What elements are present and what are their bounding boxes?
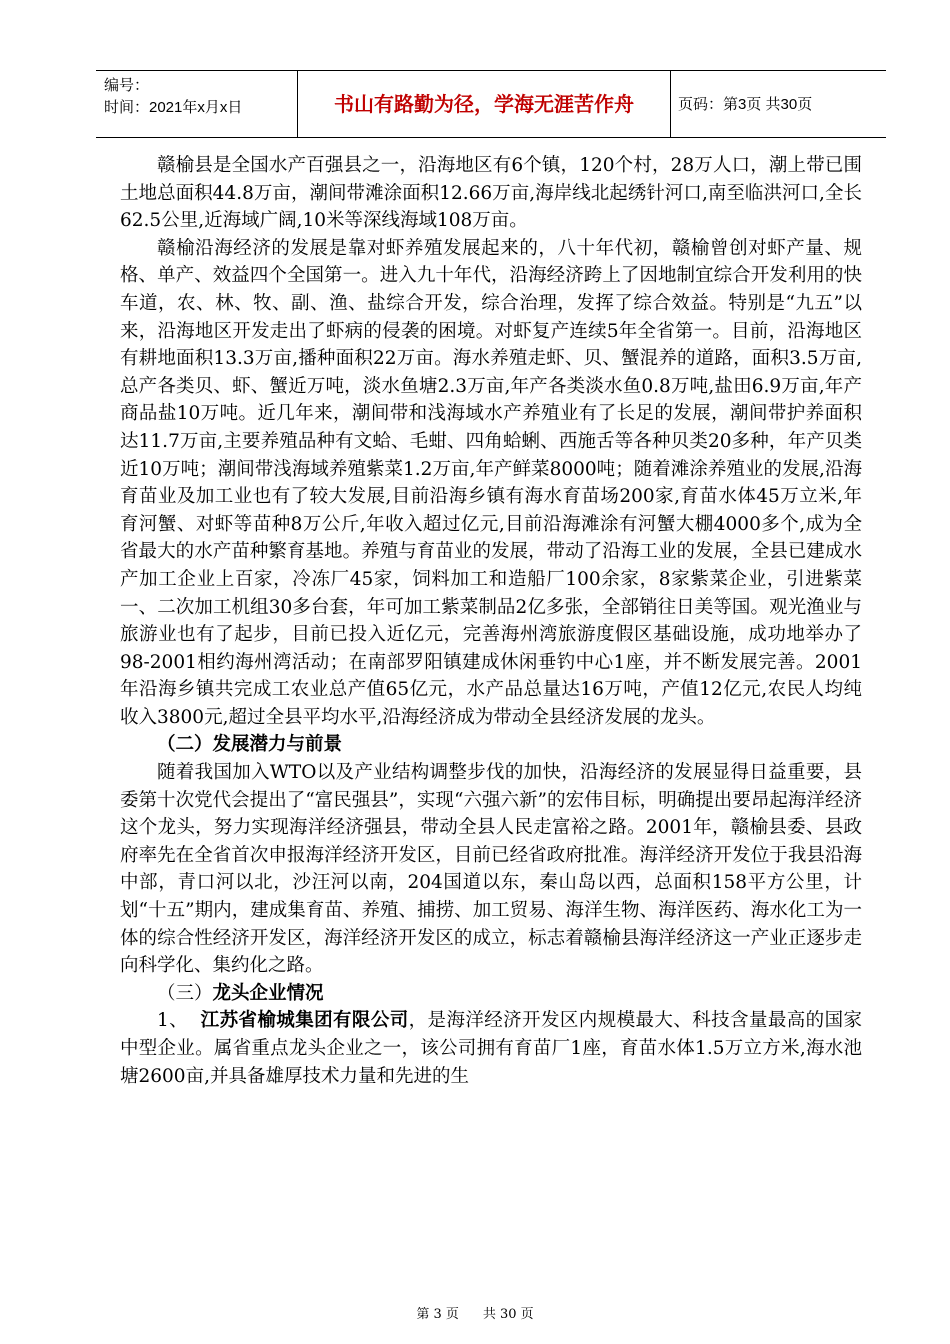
list-number: 1、 — [157, 1010, 189, 1032]
section-heading-text: 龙头企业情况 — [212, 982, 324, 1004]
paragraph: 随着我国加入WTO以及产业结构调整步伐的加快，沿海经济的发展显得日益重要，县委第十次党代会提出了“富民强县”，实现“六强六新”的宏伟目标，明确提出要昂起海洋经济这个龙头，努力实现海洋经济强县，带动全县人民走富裕之路。2001年，赣榆县委、县政府率先在全省首次申报海洋经济开发区，目前已经省政府批准。海洋经济开发位于我县沿海中部，青口河以北，沙汪河以南，204国道以东，秦山岛以西，总面积158平方公里，计划“十五”期内，建成集育苗、养殖、捕捞、加工贸易、海洋生物、海洋医药、海水化工为一体的综合性经济开发区，海洋经济开发区的成立，标志着赣榆县海洋经济这一产业正逐步走向科学化、集约化之路。 — [120, 762, 862, 977]
time-label: 时间：2021年x月x日 — [104, 99, 243, 116]
section-heading — [120, 980, 862, 1008]
footer-page-number: 第 3 页 — [416, 1307, 459, 1322]
header-meta — [104, 75, 294, 119]
header-divider — [670, 71, 671, 137]
paragraph — [120, 1007, 862, 1090]
page-footer — [0, 1306, 950, 1324]
paragraph: 赣榆县是全国水产百强县之一，沿海地区有6个镇，120个村，28万人口，潮上带已围土地总面积44.8万亩，潮间带滩涂面积12.66万亩,海岸线北起绣针河口,南至临洪河口,全长62.5公里,近海域广阔,10米等深线海域108万亩。 — [120, 155, 862, 232]
document-body — [120, 152, 862, 1090]
header-motto: 书山有路勤为径，学海无涯苦作舟 — [334, 92, 634, 116]
number-label: 编号： — [104, 77, 150, 94]
section-heading-number: （三） — [157, 982, 213, 1004]
paragraph: 赣榆沿海经济的发展是靠对虾养殖发展起来的，八十年代初，赣榆曾创对虾产量、规格、单产、效益四个全国第一。进入九十年代，沿海经济跨上了因地制宜综合开发利用的快车道，农、林、牧、副、渔、盐综合开发，综合治理，发挥了综合效益。特别是“九五”以来，沿海地区开发走出了虾病的侵袭的困境。对虾复产连续5年全省第一。目前，沿海地区有耕地面积13.3万亩,播种面积22万亩。海水养殖走虾、贝、蟹混养的道路，面积3.5万亩,总产各类贝、虾、蟹近万吨，淡水鱼塘2.3万亩,年产各类淡水鱼0.8万吨,盐田6.9万亩,年产商品盐10万吨。近几年来，潮间带和浅海域水产养殖业有了长足的发展，潮间带护养面积达11.7万亩,主要养殖品种有文蛤、毛蚶、四角蛤蜊、西施舌等各种贝类20多种，年产贝类近10万吨；潮间带浅海域养殖紫菜1.2万亩,年产鲜菜8000吨；随着滩涂养殖业的发展,沿海育苗业及加工业也有了较大发展,目前沿海乡镇有海水育苗场200家,育苗水体45万立米,年育河蟹、对虾等苗种8万公斤,年收入超过亿元,目前沿海滩涂有河蟹大棚4000多个,成为全省最大的水产苗种繁育基地。养殖与育苗业的发展，带动了沿海工业的发展，全县已建成水产加工企业上百家，冷冻厂45家，饲料加工和造船厂100余家，8家紫菜企业，引进紫菜一、二次加工机组30多台套，年可加工紫菜制品2亿多张，全部销往日美等国。观光渔业与旅游业也有了起步，目前已投入近亿元，完善海州湾旅游度假区基础设施，成功地举办了98-2001相约海州湾活动；在南部罗阳镇建成休闲垂钓中心1座，并不断发展完善。2001年沿海乡镇共完成工农业总产值65亿元，水产品总量达16万吨，产值12亿元,农民人均纯收入3800元,超过全县平均水平,沿海经济成为带动全县经济发展的龙头。 — [120, 237, 862, 728]
footer-page-total: 共 30 页 — [482, 1307, 534, 1322]
company-name: 江苏省榆城集团有限公司 — [200, 1010, 409, 1032]
section-heading: （二）发展潜力与前景 — [157, 734, 343, 756]
paragraph-text: ，是海洋经济开发区内规模最大、科技含量最高的国家中型企业。属省重点龙头企业之一，该公司拥有育苗厂1座，育苗水体1.5万立方米,海水池塘2600亩,并具备雄厚技术力量和先进的生 — [120, 1010, 862, 1087]
header-page-number: 页码：第3页 共30页 — [678, 96, 813, 113]
page-header — [96, 70, 886, 138]
